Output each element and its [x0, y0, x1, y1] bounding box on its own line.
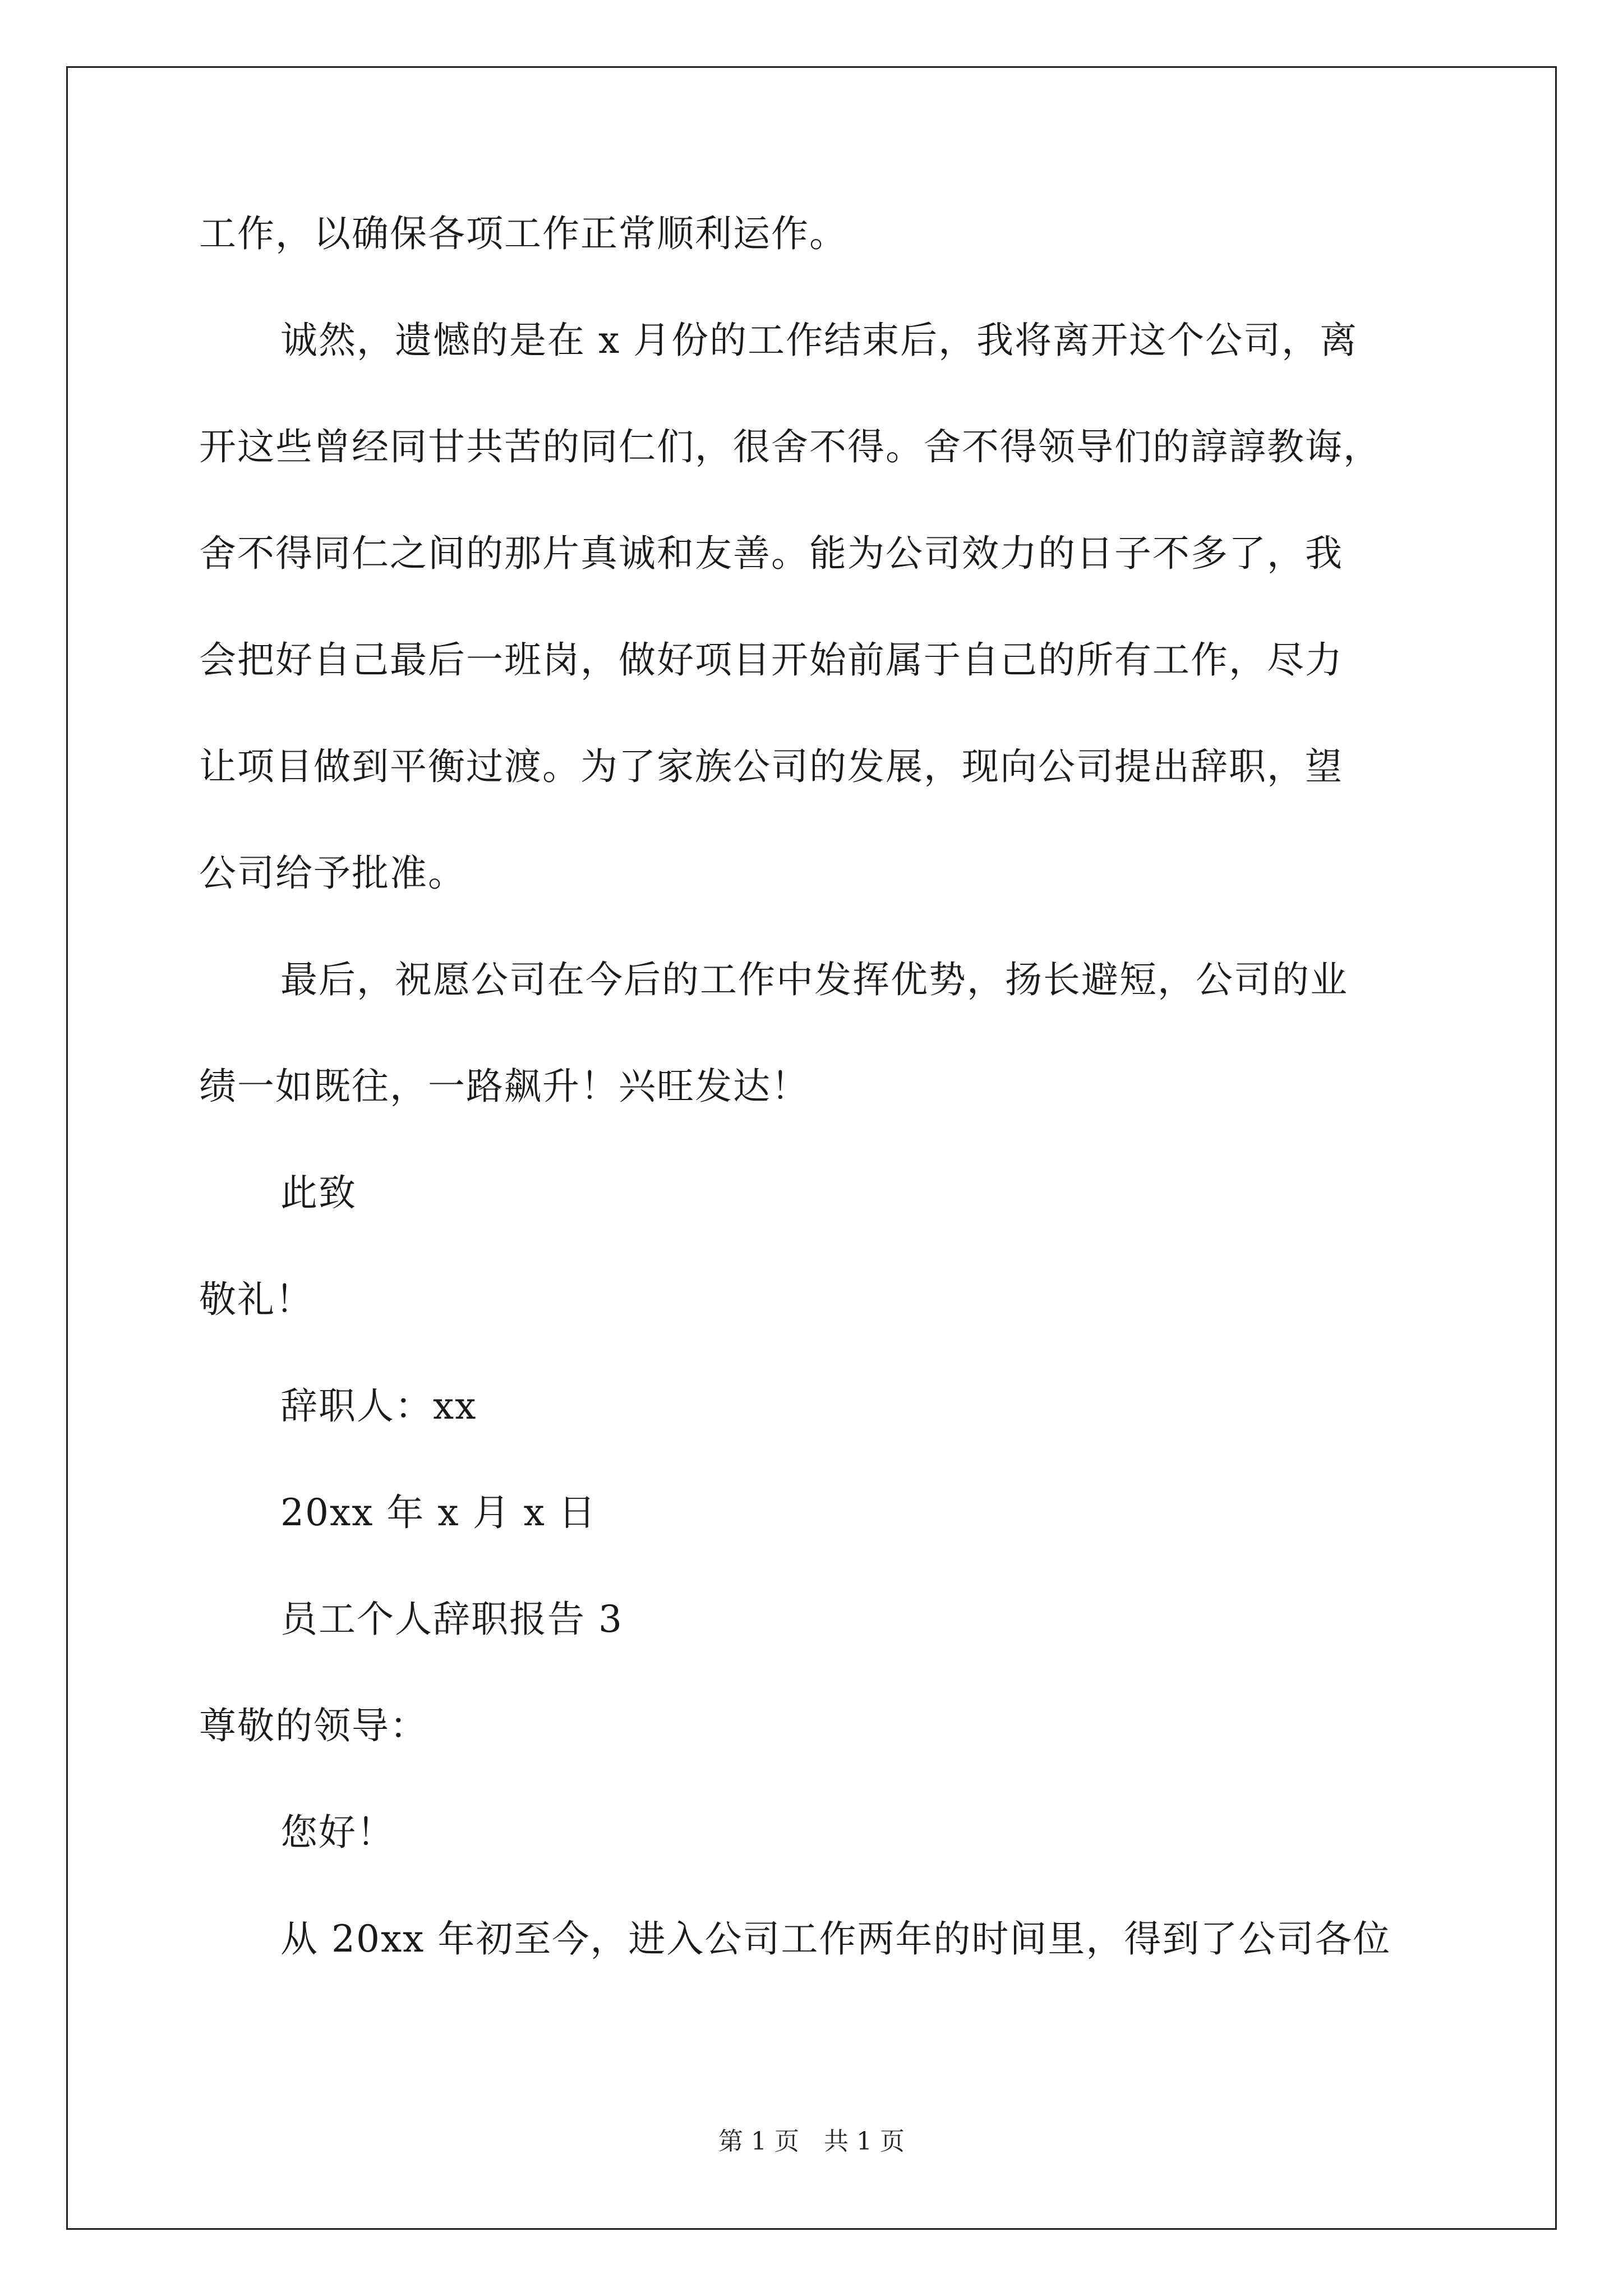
page-border	[66, 66, 1557, 2230]
text-line: 舍不得同仁之间的那片真诚和友善。能为公司效力的日子不多了，我	[199, 532, 1343, 575]
greeting: 尊敬的领导：	[199, 1704, 428, 1747]
greeting-hello: 您好！	[280, 1811, 395, 1854]
date-line: 20xx 年 x 月 x 日	[280, 1491, 597, 1534]
text-line: 工作，以确保各项工作正常顺利运作。	[199, 212, 847, 255]
section-title: 员工个人辞职报告 3	[280, 1598, 623, 1641]
page-number: 第 1 页 共 1 页	[718, 2127, 905, 2156]
text-line: 让项目做到平衡过渡。为了家族公司的发展，现向公司提出辞职，望	[199, 745, 1343, 788]
text-line: 从 20xx 年初至今，进入公司工作两年的时间里，得到了公司各位	[280, 1917, 1391, 1961]
text-line: 会把好自己最后一班岗，做好项目开始前属于自己的所有工作，尽力	[199, 638, 1343, 682]
closing-salutation: 此致	[280, 1171, 357, 1214]
text-line: 公司给予批准。	[199, 852, 466, 895]
closing-regards: 敬礼！	[199, 1278, 313, 1321]
signature-line: 辞职人：xx	[280, 1384, 477, 1428]
text-line: 开这些曾经同甘共苦的同仁们，很舍不得。舍不得领导们的諄諄教诲，	[199, 425, 1381, 468]
text-line: 绩一如既往，一路飙升！兴旺发达！	[199, 1065, 809, 1108]
text-line: 最后，祝愿公司在今后的工作中发挥优势，扬长避短，公司的业	[280, 958, 1348, 1001]
text-line: 诚然，遗憾的是在 x 月份的工作结束后，我将离开这个公司，离	[280, 319, 1358, 362]
